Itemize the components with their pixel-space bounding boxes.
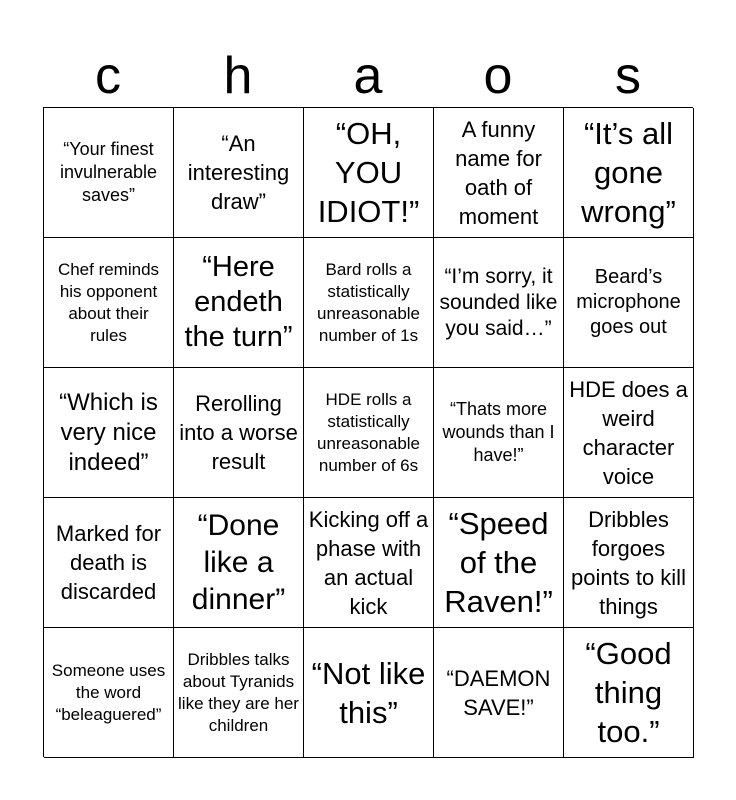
bingo-cell[interactable] [174,108,304,238]
bingo-cell[interactable] [44,368,174,498]
bingo-cell[interactable] [174,368,304,498]
bingo-cell[interactable] [44,108,174,238]
bingo-cell[interactable] [564,498,694,628]
bingo-cell[interactable] [304,628,434,758]
bingo-cell-text: “DAEMON SAVE!” [446,665,551,720]
bingo-cell[interactable] [304,238,434,368]
bingo-cell[interactable] [304,368,434,498]
bingo-cell-text: “Good thing too.” [585,636,672,749]
bingo-cell[interactable] [304,498,434,628]
bingo-cell-text: “Done like a dinner” [191,509,286,616]
bingo-header [43,44,693,108]
bingo-cell[interactable] [564,628,694,758]
bingo-cell[interactable] [434,238,564,368]
bingo-cell-text: “An interesting draw” [187,131,290,214]
header-letter-s: s [615,47,641,105]
bingo-cell-text: Bard rolls a statistically unreasonable number of 1s [316,259,421,345]
bingo-cell-text: “Not like this” [311,655,426,730]
bingo-cell-text: A funny name for oath of moment [455,116,542,229]
bingo-cell-text: Beard’s microphone goes out [576,266,681,338]
bingo-cell-text: “OH, YOU IDIOT!” [317,116,420,229]
bingo-cell[interactable] [174,498,304,628]
bingo-cell-text: Marked for death is discarded [55,521,162,604]
bingo-cell-text: “It’s all gone wrong” [581,116,676,229]
bingo-cell[interactable] [174,238,304,368]
bingo-grid [43,107,693,757]
header-letter-a: a [353,47,383,105]
bingo-cell[interactable] [174,628,304,758]
bingo-cell[interactable] [564,368,694,498]
bingo-cell[interactable] [44,238,174,368]
bingo-cell[interactable] [44,498,174,628]
bingo-cell-text: “Thats more wounds than I have!” [442,399,555,465]
header-letter-c: c [95,47,121,105]
bingo-cell-text: “Your finest invulnerable saves” [59,139,158,205]
bingo-cell[interactable] [434,108,564,238]
bingo-cell[interactable] [434,498,564,628]
bingo-cell[interactable] [304,108,434,238]
bingo-cell[interactable] [434,368,564,498]
bingo-cell-text: “Which is very nice indeed” [59,388,158,476]
bingo-cell-text: “Speed of the Raven!” [444,506,553,619]
header-letter-h: h [223,47,253,105]
bingo-cell-text: HDE does a weird character voice [569,376,688,489]
bingo-cell-text: Kicking off a phase with an actual kick [308,506,429,619]
bingo-cell[interactable] [44,628,174,758]
bingo-cell-text: Dribbles forgoes points to kill things [571,506,686,619]
bingo-cell-text: HDE rolls a statistically unreasonable number of 6s [316,389,421,475]
bingo-cell-text: “I’m sorry, it sounded like you said…” [439,264,558,340]
bingo-cell[interactable] [434,628,564,758]
bingo-cell-text: Rerolling into a worse result [179,391,298,474]
bingo-cell[interactable] [564,108,694,238]
bingo-cell-text: Dribbles talks about Tyranids like they are her children [178,649,299,735]
header-letter-o: o [483,47,513,105]
bingo-cell[interactable] [564,238,694,368]
bingo-cell-text: Someone uses the word “beleaguered” [51,660,166,724]
bingo-cell-text: Chef reminds his opponent about their rules [57,259,160,345]
bingo-cell-text: “Here endeth the turn” [184,251,293,353]
